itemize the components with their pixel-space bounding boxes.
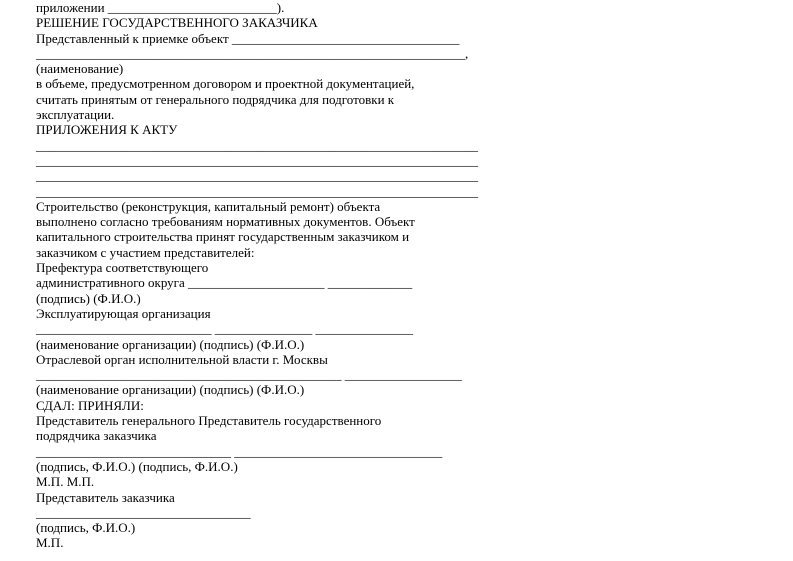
line-otraslevoj-organ: Отраслевой орган исполнительной власти г. Москвы (36, 351, 328, 367)
blank-signature-field-4: _________________________________ (36, 504, 251, 520)
line-predstavlennyj-obekt: Представленный к приемке объект ___________________________________ (36, 30, 460, 46)
line-kapitalnogo-stroitelstva: капитального строительства принят государственным заказчиком и (36, 229, 410, 245)
caption-naimenovanie-podpis-fio-1: (наименование организации) (подпись) (Ф.И.О.) (36, 336, 305, 352)
caption-podpis-fio-3: (подпись, Ф.И.О.) (36, 520, 136, 536)
caption-naimenovanie: (наименование) (36, 61, 124, 77)
caption-naimenovanie-podpis-fio-2: (наименование организации) (подпись) (Ф.И.О.) (36, 382, 305, 398)
line-administrativnogo-okruga: административного округа _____________________ _____________ (36, 275, 413, 291)
blank-signature-fields-3: ______________________________ ________________________________ (36, 443, 443, 459)
line-ekspluatiruyushchaya-org: Эксплуатирующая организация (36, 305, 211, 321)
blank-field-line-3: ____________________________________________________________________ (36, 168, 478, 184)
line-predstavitel-generalnogo: Представитель генерального Представитель государственного (36, 413, 382, 429)
blank-signature-fields-1: ___________________________ _______________ _______________ (36, 321, 413, 337)
line-prefektura: Префектура соответствующего (36, 260, 209, 276)
blank-field-line-4: ____________________________________________________________________ (36, 183, 478, 199)
line-zakazchikom-predstavitelej: заказчиком с участием представителей: (36, 244, 255, 260)
blank-field-line-1: ____________________________________________________________________ (36, 137, 478, 153)
line-predstavitel-zakazchika: Представитель заказчика (36, 489, 175, 505)
line-podryadchika-zakazchika: подрядчика заказчика (36, 428, 157, 444)
line-ekspluatatsii: эксплуатации. (36, 107, 115, 123)
heading-sdal-prinyali: СДАЛ: ПРИНЯЛИ: (36, 397, 144, 413)
blank-field-continuation: __________________________________________________________________, (36, 45, 469, 61)
heading-reshenie-zakazchika: РЕШЕНИЕ ГОСУДАРСТВЕННОГО ЗАКАЗЧИКА (36, 15, 318, 31)
heading-prilozheniya-k-aktu: ПРИЛОЖЕНИЯ К АКТУ (36, 122, 178, 138)
blank-signature-fields-2: _______________________________________________ __________________ (36, 367, 462, 383)
caption-podpis-fio-2: (подпись, Ф.И.О.) (подпись, Ф.И.О.) (36, 458, 238, 474)
caption-podpis-fio-1: (подпись) (Ф.И.О.) (36, 290, 141, 306)
line-mp: М.П. (36, 535, 64, 551)
line-stroitelstvo-obekta: Строительство (реконструкция, капитальный ремонт) объекта (36, 198, 381, 214)
line-schitat-prinyatym: считать принятым от генерального подрядчика для подготовки к (36, 91, 395, 107)
line-prilozhenii-blank: приложении __________________________). (36, 0, 285, 15)
line-v-obeme: в объеме, предусмотренном договором и проектной документацией, (36, 76, 415, 92)
line-vypolneno-soglasno: выполнено согласно требованиям нормативных документов. Объект (36, 214, 415, 230)
blank-field-line-2: ____________________________________________________________________ (36, 152, 478, 168)
line-mp-mp: М.П. М.П. (36, 474, 95, 490)
